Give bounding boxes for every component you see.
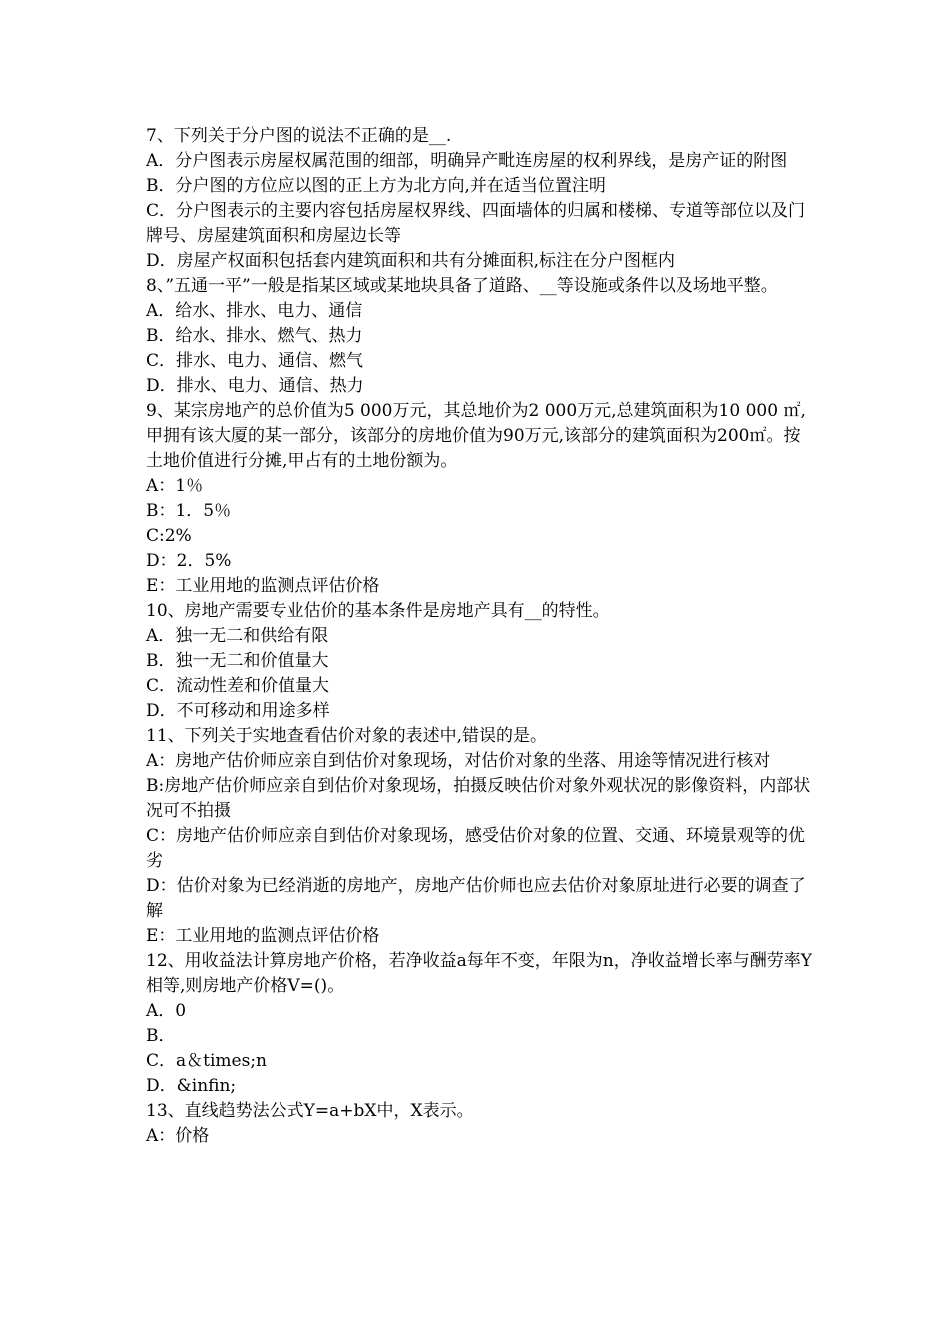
question-12-option-a: A．0 (146, 1001, 187, 1021)
question-8-option-c: C．排水、电力、通信、燃气 (146, 351, 364, 371)
question-10-option-d: D．不可移动和用途多样 (146, 701, 330, 721)
question-7-option-a: A．分户图表示房屋权属范围的细部，明确异产毗连房屋的权利界线，是房产证的附图 (146, 151, 788, 171)
question-11-option-e: E：工业用地的监测点评估价格 (146, 926, 380, 946)
document-page (146, 124, 814, 1149)
question-13-stem: 13、直线趋势法公式Y=a+bX中，X表示。 (146, 1101, 474, 1121)
question-9-option-a: A：1％ (146, 476, 204, 496)
question-7-option-d: D．房屋产权面积包括套内建筑面积和共有分摊面积,标注在分户图框内 (146, 251, 676, 271)
question-10-option-b: B．独一无二和价值量大 (146, 651, 329, 671)
question-10-option-a: A．独一无二和供给有限 (146, 626, 329, 646)
question-12-stem: 12、用收益法计算房地产价格，若净收益a每年不变，年限为n，净收益增长率与酬劳率Y相等,则房地产价格V=()。 (146, 951, 812, 996)
question-9-option-e: E：工业用地的监测点评估价格 (146, 576, 380, 596)
question-8-option-d: D．排水、电力、通信、热力 (146, 376, 364, 396)
question-12-option-d: D．&infin; (146, 1076, 237, 1096)
question-8-option-b: B．给水、排水、燃气、热力 (146, 326, 363, 346)
question-12-option-c: C．a＆times;n (146, 1051, 267, 1071)
question-11-option-a: A：房地产估价师应亲自到估价对象现场，对估价对象的坐落、用途等情况进行核对 (146, 751, 771, 771)
question-9-stem: 9、某宗房地产的总价值为5 000万元，其总地价为2 000万元,总建筑面积为10 000 ㎡,甲拥有该大厦的某一部分，该部分的房地价值为90万元,该部分的建筑面积为200㎡。按土地价值进行分摊,甲占有的土地份额为。 (146, 401, 806, 471)
question-8-stem: 8、”五通一平”一般是指某区域或某地块具备了道路、__等设施或条件以及场地平整。 (146, 276, 778, 296)
question-11-option-b: B:房地产估价师应亲自到估价对象现场，拍摄反映估价对象外观状况的影像资料，内部状况可不拍摄 (146, 776, 811, 821)
question-9-option-b: B：1．5％ (146, 501, 232, 521)
question-7-stem: 7、下列关于分户图的说法不正确的是__. (146, 126, 452, 146)
question-7-option-b: B．分户图的方位应以图的正上方为北方向,并在适当位置注明 (146, 176, 606, 196)
question-9-option-d: D：2．5% (146, 551, 232, 571)
question-11-stem: 11、下列关于实地查看估价对象的表述中,错误的是。 (146, 726, 548, 746)
question-7-option-c: C．分户图表示的主要内容包括房屋权界线、四面墙体的归属和楼梯、专道等部位以及门牌号、房屋建筑面积和房屋边长等 (146, 201, 806, 246)
question-13-option-a: A：价格 (146, 1126, 210, 1146)
question-11-option-d: D：估价对象为已经消逝的房地产，房地产估价师也应去估价对象原址进行必要的调查了解 (146, 876, 806, 921)
question-8-option-a: A．给水、排水、电力、通信 (146, 301, 363, 321)
question-10-option-c: C．流动性差和价值量大 (146, 676, 330, 696)
question-11-option-c: C：房地产估价师应亲自到估价对象现场，感受估价对象的位置、交通、环境景观等的优劣 (146, 826, 806, 871)
question-10-stem: 10、房地产需要专业估价的基本条件是房地产具有__的特性。 (146, 601, 610, 621)
question-12-option-b: B． (146, 1026, 176, 1046)
question-9-option-c: C:2% (146, 526, 192, 546)
